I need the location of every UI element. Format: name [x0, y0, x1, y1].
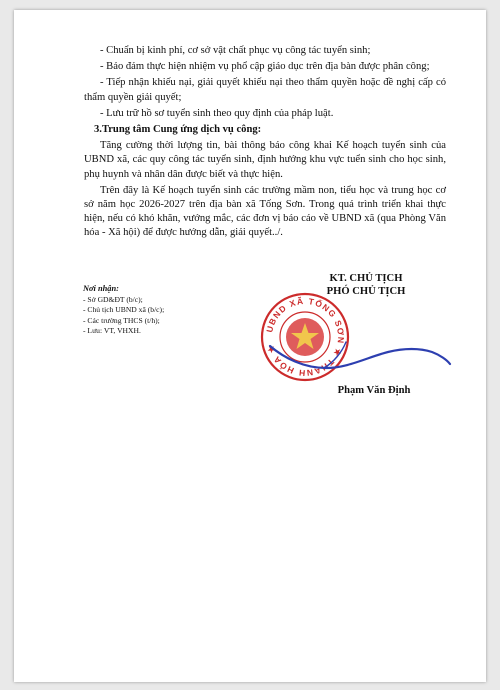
document-page: [14, 10, 486, 682]
signature-title-line2: PHÓ CHỦ TỊCH: [326, 286, 406, 297]
bullet-item: - Bảo đảm thực hiện nhiệm vụ phổ cập giáo dục trên địa bàn được phân công;: [100, 61, 430, 73]
bullet-item: - Chuẩn bị kinh phí, cơ sở vật chất phục vụ công tác tuyển sinh;: [100, 45, 371, 56]
recipient-item: - Chủ tịch UBND xã (b/c);: [83, 305, 165, 315]
bullet-item: - Lưu trữ hồ sơ tuyển sinh theo quy định của pháp luật.: [100, 107, 334, 119]
closing-paragraph: Trên đây là Kế hoạch tuyển sinh các trường mầm non, tiểu học và trung học cơ sở năm học 2026-2027 trên địa bàn xã Tống Sơn. Trong quá trình triển khai thực hiện, nếu có khó khăn, vướng mắc, các đơn vị báo cáo về UBND xã (qua Phòng Văn hóa - Xã hội) để được hướng dẫn, giải quyết../.: [84, 184, 446, 239]
recipients-block: [83, 284, 263, 337]
recipients-heading: Nơi nhận:: [83, 284, 119, 293]
recipient-item: - Sở GD&ĐT (b/c);: [83, 294, 143, 304]
recipient-item: - Lưu: VT, VHXH.: [83, 326, 141, 336]
document-body: [84, 44, 446, 243]
recipient-item: - Các trường THCS (t/h);: [83, 315, 160, 325]
bullet-item: - Tiếp nhận khiếu nại, giải quyết khiếu nại theo thẩm quyền hoặc đề nghị cấp có thẩm quyền giải quyết;: [84, 77, 446, 103]
section-paragraph: Tăng cường thời lượng tin, bài thông báo công khai Kế hoạch tuyển sinh của UBND xã, các quy công tác tuyển sinh, định hướng khu vực tuển sinh cho học sinh, phụ huynh và nhân dân được biết và thực hiện.: [84, 140, 446, 180]
svg-text:UBND XÃ TỐNG SƠN ★ THANH HÓA ★: UBND XÃ TỐNG SƠN ★ THANH HÓA ★: [264, 295, 347, 379]
signer-name: Phạm Văn Định: [337, 385, 411, 396]
handwritten-signature-icon: [264, 302, 454, 382]
section-heading: 3.Trung tâm Cung ứng dịch vụ công:: [94, 124, 262, 136]
signature-title-line1: KT. CHỦ TỊCH: [329, 273, 403, 284]
